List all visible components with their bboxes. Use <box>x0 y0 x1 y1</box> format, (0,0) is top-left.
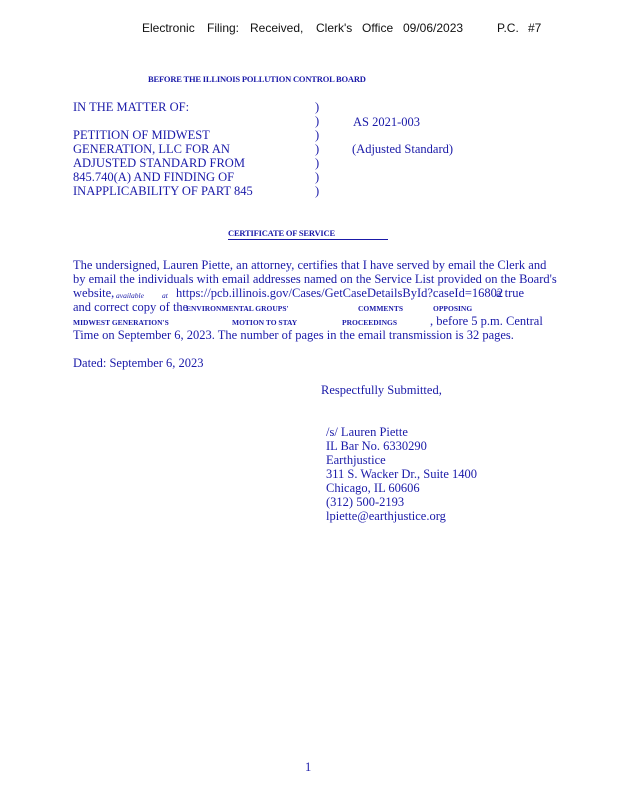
case-number: AS 2021-003 <box>353 115 421 129</box>
certificate-title: CERTIFICATE OF SERVICE <box>228 228 388 240</box>
body-line: and correct copy of the <box>73 300 189 314</box>
header-pc: P.C. <box>497 21 519 35</box>
caption-line: INAPPLICABILITY OF PART 845 <box>73 184 253 198</box>
caption-line: GENERATION, LLC FOR AN <box>73 142 230 156</box>
service-list-link[interactable]: https://pcb.illinois.gov/Cases/GetCaseDetailsById?caseId=16802 <box>176 286 504 300</box>
body-opposing: OPPOSING <box>433 304 473 313</box>
header-pc-number: #7 <box>528 21 542 35</box>
body-line: a true <box>496 286 525 300</box>
closing: Respectfully Submitted, <box>321 383 442 397</box>
body-comments: COMMENTS <box>358 304 403 313</box>
signature-line: Earthjustice <box>326 453 386 467</box>
body-line: Time on September 6, 2023. The number of pages in the email transmission is 32 pages. <box>73 328 514 342</box>
signature-line: 311 S. Wacker Dr., Suite 1400 <box>326 467 478 481</box>
signature-line: (312) 500-2193 <box>326 495 405 509</box>
body-mwg: MIDWEST GENERATION'S <box>73 318 169 327</box>
header-clerks: Clerk's <box>316 21 353 35</box>
caption-paren: ) <box>315 128 320 142</box>
header-filing: Filing: <box>207 21 240 35</box>
caption-line: 845.740(A) AND FINDING OF <box>73 170 235 184</box>
body-env-groups: ENVIRONMENTAL GROUPS' <box>186 304 289 313</box>
header-received: Received, <box>250 21 304 35</box>
body-line: website, <box>73 286 115 300</box>
header-electronic: Electronic <box>142 21 195 35</box>
caption-paren: ) <box>315 156 320 170</box>
caption-paren: ) <box>315 100 320 114</box>
dated-line: Dated: September 6, 2023 <box>73 356 204 370</box>
signature-line: IL Bar No. 6330290 <box>326 439 427 453</box>
caption-line: IN THE MATTER OF: <box>73 100 190 114</box>
case-type: (Adjusted Standard) <box>352 142 454 156</box>
board-title: BEFORE THE ILLINOIS POLLUTION CONTROL BOARD <box>148 74 366 84</box>
body-proceedings: PROCEEDINGS <box>342 318 398 327</box>
email-link[interactable]: lpiette@earthjustice.org <box>326 509 446 523</box>
caption-paren: ) <box>315 184 320 198</box>
page-number: 1 <box>305 760 312 774</box>
caption-line: ADJUSTED STANDARD FROM <box>73 156 245 170</box>
caption-paren: ) <box>315 170 320 184</box>
body-motion: MOTION TO STAY <box>232 318 298 327</box>
caption-paren: ) <box>315 142 320 156</box>
body-line: The undersigned, Lauren Piette, an attorney, certifies that I have served by email the Clerk and <box>73 258 547 272</box>
caption-line: PETITION OF MIDWEST <box>73 128 210 142</box>
header-date: 09/06/2023 <box>403 21 464 35</box>
body-at: at <box>162 291 168 300</box>
signature-line: /s/ Lauren Piette <box>326 425 408 439</box>
signature-line: Chicago, IL 60606 <box>326 481 420 495</box>
body-line: by email the individuals with email addresses named on the Service List provided on the Board's <box>73 272 557 286</box>
header-office: Office <box>362 21 394 35</box>
caption-paren: ) <box>315 114 320 128</box>
body-line: , before 5 p.m. Central <box>430 314 543 328</box>
body-available: available <box>116 291 144 300</box>
